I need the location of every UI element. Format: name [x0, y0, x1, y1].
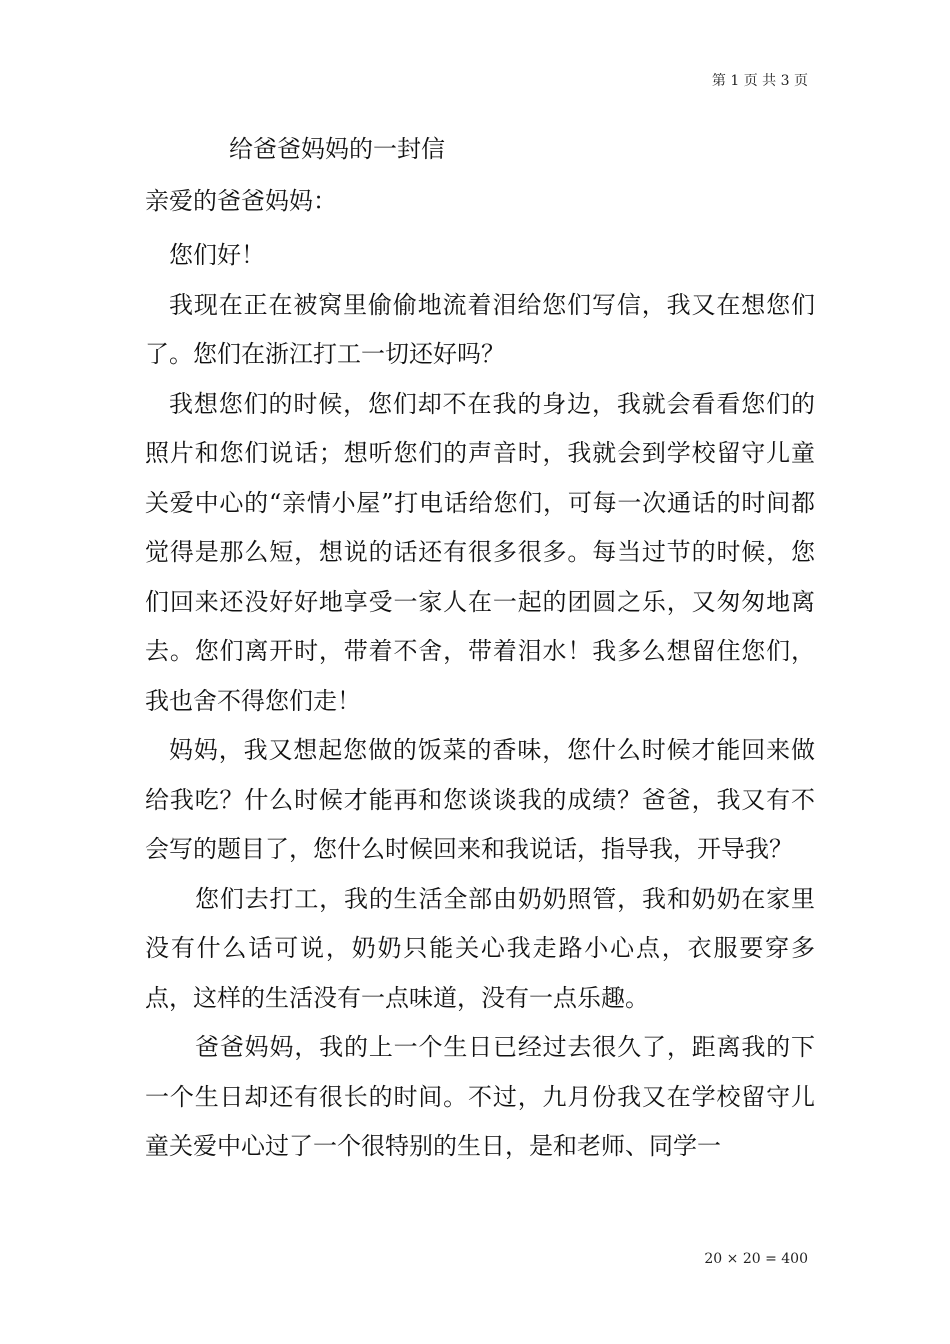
letter-body	[145, 231, 815, 1172]
grid-info-footer: 20 × 20 = 400	[704, 1251, 808, 1267]
page-number-header: 第 1 页 共 3 页	[711, 73, 808, 89]
letter-salutation: 亲爱的爸爸妈妈：	[145, 187, 337, 215]
letter-paragraph: 您们去打工，我的生活全部由奶奶照管，我和奶奶在家里没有什么话可说，奶奶只能关心我走路小心点，衣服要穿多点，这样的生活没有一点味道，没有一点乐趣。	[145, 884, 815, 1012]
letter-paragraph: 您们好！	[169, 241, 265, 269]
letter-paragraph: 我想您们的时候，您们却不在我的身边，我就会看看您们的照片和您们说话；想听您们的声音时，我就会到学校留守儿童关爱中心的“亲情小屋”打电话给您们，可每一次通话的时间都觉得是那么短，想说的话还有很多很多。每当过节的时候，您们回来还没好好地享受一家人在一起的团圆之乐，又匆匆地离去。您们离开时，带着不舍，带着泪水！我多么想留住您们，我也舍不得您们走！	[145, 389, 815, 715]
letter-paragraph: 爸爸妈妈，我的上一个生日已经过去很久了，距离我的下一个生日却还有很长的时间。不过，九月份我又在学校留守儿童关爱中心过了一个很特别的生日，是和老师、同学一	[145, 1033, 815, 1160]
letter-paragraph: 妈妈，我又想起您做的饭菜的香味，您什么时候才能回来做给我吃？什么时候才能再和您谈谈我的成绩？爸爸，我又有不会写的题目了，您什么时候回来和我说话，指导我，开导我？	[145, 736, 815, 863]
letter-title: 给爸爸妈妈的一封信	[229, 135, 445, 163]
letter-paragraph: 我现在正在被窝里偷偷地流着泪给您们写信，我又在想您们了。您们在浙江打工一切还好吗？	[145, 290, 815, 368]
